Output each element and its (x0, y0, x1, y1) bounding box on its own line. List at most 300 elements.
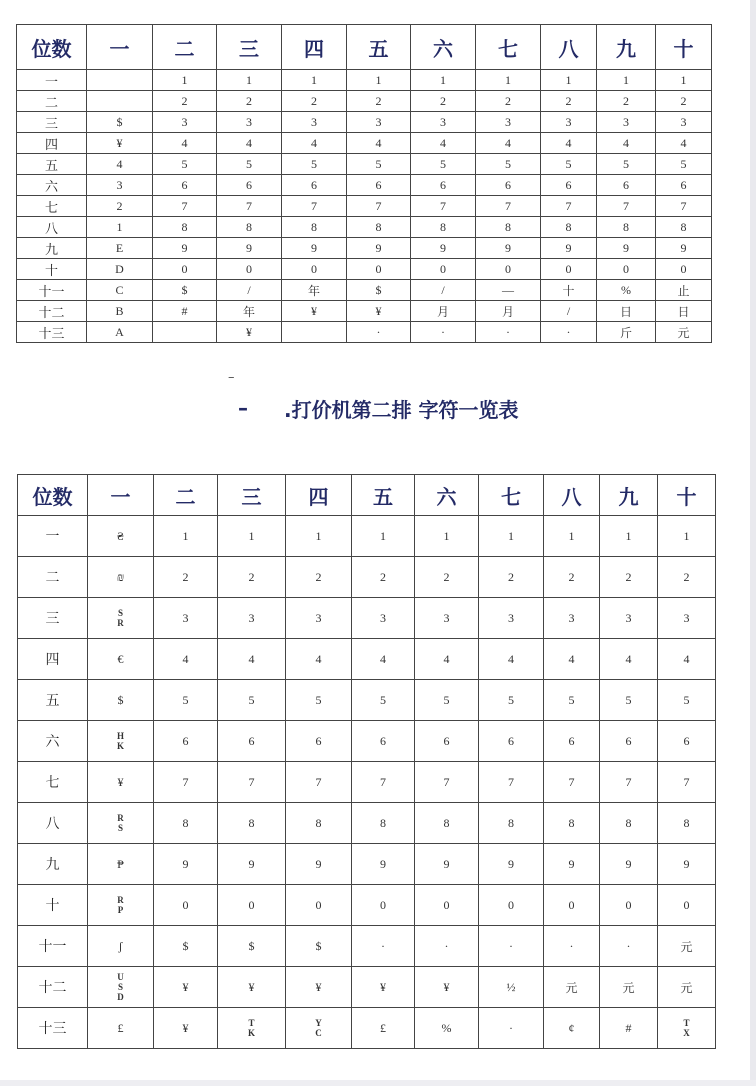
char-cell (87, 70, 153, 91)
char-cell: 6 (153, 175, 217, 196)
char-cell: 9 (656, 238, 712, 259)
char-cell: 9 (658, 844, 716, 885)
char-cell: 5 (411, 154, 476, 175)
table-row (18, 721, 716, 762)
char-cell: ¥ (286, 967, 352, 1008)
char-cell: 5 (286, 680, 352, 721)
char-cell: 月 (476, 301, 541, 322)
char-cell: 6 (600, 721, 658, 762)
char-cell: 8 (286, 803, 352, 844)
row-position-label: 三 (18, 598, 88, 639)
header-digit: 二 (154, 475, 218, 516)
section-mark: – (228, 370, 235, 385)
table-row (17, 322, 712, 343)
row-position-label: 十二 (18, 967, 88, 1008)
char-cell: 7 (154, 762, 218, 803)
char-cell: 1 (597, 70, 656, 91)
char-cell: 2 (352, 557, 415, 598)
char-cell: ¥ (88, 762, 154, 803)
char-cell: 1 (87, 217, 153, 238)
char-cell: 9 (217, 238, 282, 259)
char-cell: · (479, 1008, 544, 1049)
char-cell: 8 (544, 803, 600, 844)
row-position-label: 十一 (18, 926, 88, 967)
char-cell: 7 (656, 196, 712, 217)
char-cell: 5 (282, 154, 347, 175)
char-cell: 5 (415, 680, 479, 721)
char-cell: 1 (154, 516, 218, 557)
char-cell: / (411, 280, 476, 301)
char-cell: 4 (352, 639, 415, 680)
char-cell: 1 (153, 70, 217, 91)
char-cell: 8 (541, 217, 597, 238)
table-row (18, 1008, 716, 1049)
table-row (17, 301, 712, 322)
char-cell: 1 (411, 70, 476, 91)
char-cell: 3 (282, 112, 347, 133)
char-cell: 元 (600, 967, 658, 1008)
row-position-label: 九 (17, 238, 87, 259)
char-cell: 6 (282, 175, 347, 196)
header-digit: 九 (600, 475, 658, 516)
char-cell: 6 (411, 175, 476, 196)
char-cell: 9 (600, 844, 658, 885)
char-cell: $ (153, 280, 217, 301)
char-cell: 6 (479, 721, 544, 762)
char-cell: 1 (347, 70, 411, 91)
header-digit: 九 (597, 25, 656, 70)
char-cell: 4 (286, 639, 352, 680)
char-cell: 8 (476, 217, 541, 238)
row-position-label: 八 (18, 803, 88, 844)
char-cell: ½ (479, 967, 544, 1008)
row-position-label: 八 (17, 217, 87, 238)
char-cell: 十 (541, 280, 597, 301)
char-cell: 6 (597, 175, 656, 196)
char-cell: ¥ (347, 301, 411, 322)
char-cell: 5 (479, 680, 544, 721)
char-cell: 5 (154, 680, 218, 721)
header-position: 位数 (18, 475, 88, 516)
header-digit: 三 (217, 25, 282, 70)
row-position-label: 二 (18, 557, 88, 598)
header-digit: 七 (479, 475, 544, 516)
char-cell: ₴ (88, 516, 154, 557)
char-cell: R P (88, 885, 154, 926)
char-cell: 日 (597, 301, 656, 322)
char-cell: 8 (217, 217, 282, 238)
char-cell: 0 (541, 259, 597, 280)
char-cell: 3 (415, 598, 479, 639)
char-cell: # (153, 301, 217, 322)
table-row (17, 70, 712, 91)
char-cell: 2 (656, 91, 712, 112)
char-cell: 6 (541, 175, 597, 196)
char-cell: 2 (87, 196, 153, 217)
char-cell: 5 (347, 154, 411, 175)
char-cell: 1 (656, 70, 712, 91)
char-cell: 3 (476, 112, 541, 133)
char-cell: 4 (217, 133, 282, 154)
char-cell: 0 (597, 259, 656, 280)
header-digit: 二 (153, 25, 217, 70)
row-position-label: 十三 (18, 1008, 88, 1049)
char-cell: 2 (544, 557, 600, 598)
char-cell: 8 (597, 217, 656, 238)
char-cell: 9 (347, 238, 411, 259)
char-cell: 6 (476, 175, 541, 196)
char-cell: 8 (479, 803, 544, 844)
char-cell: ¥ (218, 967, 286, 1008)
char-cell: 5 (656, 154, 712, 175)
char-cell: 0 (347, 259, 411, 280)
table-row (18, 885, 716, 926)
char-cell: ¥ (282, 301, 347, 322)
char-cell: 3 (479, 598, 544, 639)
char-cell: · (476, 322, 541, 343)
char-cell: 2 (479, 557, 544, 598)
char-cell: 1 (658, 516, 716, 557)
char-cell: 1 (479, 516, 544, 557)
table-row (17, 154, 712, 175)
char-cell: 8 (282, 217, 347, 238)
char-cell: 7 (347, 196, 411, 217)
char-cell: 斤 (597, 322, 656, 343)
row-position-label: 四 (17, 133, 87, 154)
char-cell: 日 (656, 301, 712, 322)
char-cell: 8 (352, 803, 415, 844)
char-cell: 9 (352, 844, 415, 885)
char-cell: 8 (347, 217, 411, 238)
row-position-label: 一 (18, 516, 88, 557)
char-cell: 3 (541, 112, 597, 133)
char-cell: 1 (352, 516, 415, 557)
row-position-label: 七 (18, 762, 88, 803)
char-cell: 6 (286, 721, 352, 762)
char-cell: 2 (286, 557, 352, 598)
char-cell: 4 (597, 133, 656, 154)
char-cell: 8 (411, 217, 476, 238)
row-position-label: 二 (17, 91, 87, 112)
char-cell: 年 (217, 301, 282, 322)
table-row (18, 516, 716, 557)
char-cell: 0 (352, 885, 415, 926)
table-row (18, 762, 716, 803)
header-digit: 六 (415, 475, 479, 516)
char-cell: 0 (153, 259, 217, 280)
row-position-label: 九 (18, 844, 88, 885)
char-cell: 3 (352, 598, 415, 639)
table-header-row (18, 475, 716, 516)
char-cell: 0 (600, 885, 658, 926)
char-cell: · (600, 926, 658, 967)
char-cell: ¥ (154, 967, 218, 1008)
char-cell: 3 (600, 598, 658, 639)
table-row (18, 639, 716, 680)
char-cell: A (87, 322, 153, 343)
char-cell: 6 (352, 721, 415, 762)
char-cell: 9 (153, 238, 217, 259)
char-cell: · (415, 926, 479, 967)
char-cell: 9 (286, 844, 352, 885)
char-cell: ¥ (415, 967, 479, 1008)
char-cell: € (88, 639, 154, 680)
char-cell: 6 (415, 721, 479, 762)
char-cell: 2 (154, 557, 218, 598)
char-cell (282, 322, 347, 343)
char-cell: 9 (544, 844, 600, 885)
page-right-edge (750, 0, 756, 1086)
char-cell: 4 (656, 133, 712, 154)
char-cell: 2 (600, 557, 658, 598)
char-cell: Y C (286, 1008, 352, 1049)
char-cell: 5 (153, 154, 217, 175)
row-position-label: 十 (17, 259, 87, 280)
char-cell: 元 (656, 322, 712, 343)
table-row (17, 259, 712, 280)
header-digit: 十 (658, 475, 716, 516)
row-position-label: 六 (17, 175, 87, 196)
row-position-label: 十一 (17, 280, 87, 301)
char-cell: 3 (154, 598, 218, 639)
char-cell: 9 (218, 844, 286, 885)
char-cell: 3 (286, 598, 352, 639)
char-cell: £ (88, 1008, 154, 1049)
char-cell: 4 (544, 639, 600, 680)
header-digit: 一 (87, 25, 153, 70)
char-cell: 0 (218, 885, 286, 926)
header-digit: 五 (347, 25, 411, 70)
char-cell: 1 (217, 70, 282, 91)
char-cell: E (87, 238, 153, 259)
row-position-label: 一 (17, 70, 87, 91)
char-cell: 8 (153, 217, 217, 238)
char-cell: 0 (656, 259, 712, 280)
header-digit: 八 (541, 25, 597, 70)
row-position-label: 十 (18, 885, 88, 926)
char-cell (153, 322, 217, 343)
char-cell: — (476, 280, 541, 301)
char-cell: 4 (218, 639, 286, 680)
char-cell: 4 (600, 639, 658, 680)
table-row (17, 112, 712, 133)
char-cell: 1 (415, 516, 479, 557)
char-cell: 6 (347, 175, 411, 196)
header-digit: 六 (411, 25, 476, 70)
char-cell: 7 (218, 762, 286, 803)
char-cell: 5 (541, 154, 597, 175)
char-cell: 0 (415, 885, 479, 926)
char-cell: % (597, 280, 656, 301)
char-cell: 3 (544, 598, 600, 639)
char-cell: 7 (411, 196, 476, 217)
char-cell: 3 (347, 112, 411, 133)
header-digit: 三 (218, 475, 286, 516)
char-cell: $ (347, 280, 411, 301)
char-cell: % (415, 1008, 479, 1049)
char-cell: 4 (541, 133, 597, 154)
char-cell: 2 (476, 91, 541, 112)
char-cell: 止 (656, 280, 712, 301)
char-cell: 1 (544, 516, 600, 557)
char-cell: 3 (217, 112, 282, 133)
char-cell: ʃ (88, 926, 154, 967)
char-cell: 2 (411, 91, 476, 112)
char-cell: U S D (88, 967, 154, 1008)
table-row (17, 91, 712, 112)
table-row (18, 926, 716, 967)
table-row (17, 280, 712, 301)
char-cell: 3 (658, 598, 716, 639)
char-cell: 4 (282, 133, 347, 154)
char-cell: £ (352, 1008, 415, 1049)
table-row (18, 803, 716, 844)
char-cell: 5 (658, 680, 716, 721)
char-cell: 8 (600, 803, 658, 844)
char-cell: 7 (153, 196, 217, 217)
table-row (18, 598, 716, 639)
char-cell: R S (88, 803, 154, 844)
char-cell: 0 (544, 885, 600, 926)
char-cell: 4 (476, 133, 541, 154)
table-row (17, 133, 712, 154)
row-position-label: 五 (18, 680, 88, 721)
char-cell: ¢ (544, 1008, 600, 1049)
character-table-row-one (16, 24, 712, 343)
char-cell: 月 (411, 301, 476, 322)
char-cell: 6 (217, 175, 282, 196)
row-position-label: 十三 (17, 322, 87, 343)
char-cell: 3 (597, 112, 656, 133)
char-cell: 3 (153, 112, 217, 133)
char-cell: 4 (479, 639, 544, 680)
table-header-row (17, 25, 712, 70)
table-row (17, 238, 712, 259)
char-cell: $ (87, 112, 153, 133)
char-cell: 9 (476, 238, 541, 259)
char-cell: 3 (87, 175, 153, 196)
char-cell: · (541, 322, 597, 343)
char-cell: 9 (415, 844, 479, 885)
header-digit: 一 (88, 475, 154, 516)
char-cell: 1 (541, 70, 597, 91)
char-cell: 9 (541, 238, 597, 259)
char-cell: 7 (415, 762, 479, 803)
char-cell: 1 (476, 70, 541, 91)
char-cell: 6 (218, 721, 286, 762)
table-row (18, 557, 716, 598)
row-position-label: 七 (17, 196, 87, 217)
char-cell: ¥ (154, 1008, 218, 1049)
char-cell: 1 (286, 516, 352, 557)
char-cell: 7 (286, 762, 352, 803)
char-cell: 1 (218, 516, 286, 557)
char-cell: 0 (411, 259, 476, 280)
char-cell: 9 (597, 238, 656, 259)
char-cell: 4 (154, 639, 218, 680)
char-cell: 2 (218, 557, 286, 598)
char-cell: 2 (217, 91, 282, 112)
char-cell: $ (286, 926, 352, 967)
char-cell: 1 (600, 516, 658, 557)
char-cell: 7 (479, 762, 544, 803)
table-row (17, 196, 712, 217)
char-cell: 6 (658, 721, 716, 762)
char-cell: S R (88, 598, 154, 639)
char-cell: 5 (476, 154, 541, 175)
char-cell: T K (218, 1008, 286, 1049)
char-cell: 8 (218, 803, 286, 844)
char-cell: 6 (656, 175, 712, 196)
char-cell: 7 (541, 196, 597, 217)
char-cell: ₪ (88, 557, 154, 598)
char-cell: ₱ (88, 844, 154, 885)
char-cell: 9 (282, 238, 347, 259)
char-cell: 8 (656, 217, 712, 238)
char-cell: 8 (658, 803, 716, 844)
char-cell: 2 (597, 91, 656, 112)
char-cell: · (411, 322, 476, 343)
table-row (18, 844, 716, 885)
char-cell: 元 (658, 926, 716, 967)
char-cell: $ (88, 680, 154, 721)
row-position-label: 五 (17, 154, 87, 175)
char-cell: D (87, 259, 153, 280)
header-position: 位数 (17, 25, 87, 70)
header-digit: 十 (656, 25, 712, 70)
char-cell: 5 (218, 680, 286, 721)
char-cell: 7 (282, 196, 347, 217)
char-cell: 3 (411, 112, 476, 133)
char-cell (87, 91, 153, 112)
char-cell: 2 (541, 91, 597, 112)
row-position-label: 十二 (17, 301, 87, 322)
char-cell: 7 (476, 196, 541, 217)
char-cell: / (217, 280, 282, 301)
char-cell: 0 (479, 885, 544, 926)
char-cell: 7 (544, 762, 600, 803)
table-row (18, 680, 716, 721)
row-position-label: 三 (17, 112, 87, 133)
char-cell: 2 (658, 557, 716, 598)
char-cell: 7 (352, 762, 415, 803)
char-cell: T X (658, 1008, 716, 1049)
char-cell: 5 (544, 680, 600, 721)
char-cell: 7 (217, 196, 282, 217)
char-cell: 7 (597, 196, 656, 217)
char-cell: 2 (415, 557, 479, 598)
char-cell: 5 (600, 680, 658, 721)
char-cell: 7 (658, 762, 716, 803)
char-cell: 3 (218, 598, 286, 639)
header-digit: 五 (352, 475, 415, 516)
header-digit: 四 (282, 25, 347, 70)
char-cell: 0 (658, 885, 716, 926)
char-cell: 6 (544, 721, 600, 762)
char-cell: H K (88, 721, 154, 762)
char-cell: $ (218, 926, 286, 967)
char-cell: 8 (154, 803, 218, 844)
char-cell: · (544, 926, 600, 967)
char-cell: 4 (415, 639, 479, 680)
char-cell: # (600, 1008, 658, 1049)
page-bottom-edge (0, 1080, 756, 1086)
title-prefix: – (238, 396, 248, 420)
char-cell: 5 (352, 680, 415, 721)
char-cell: 4 (87, 154, 153, 175)
char-cell: 6 (154, 721, 218, 762)
char-cell: 5 (217, 154, 282, 175)
